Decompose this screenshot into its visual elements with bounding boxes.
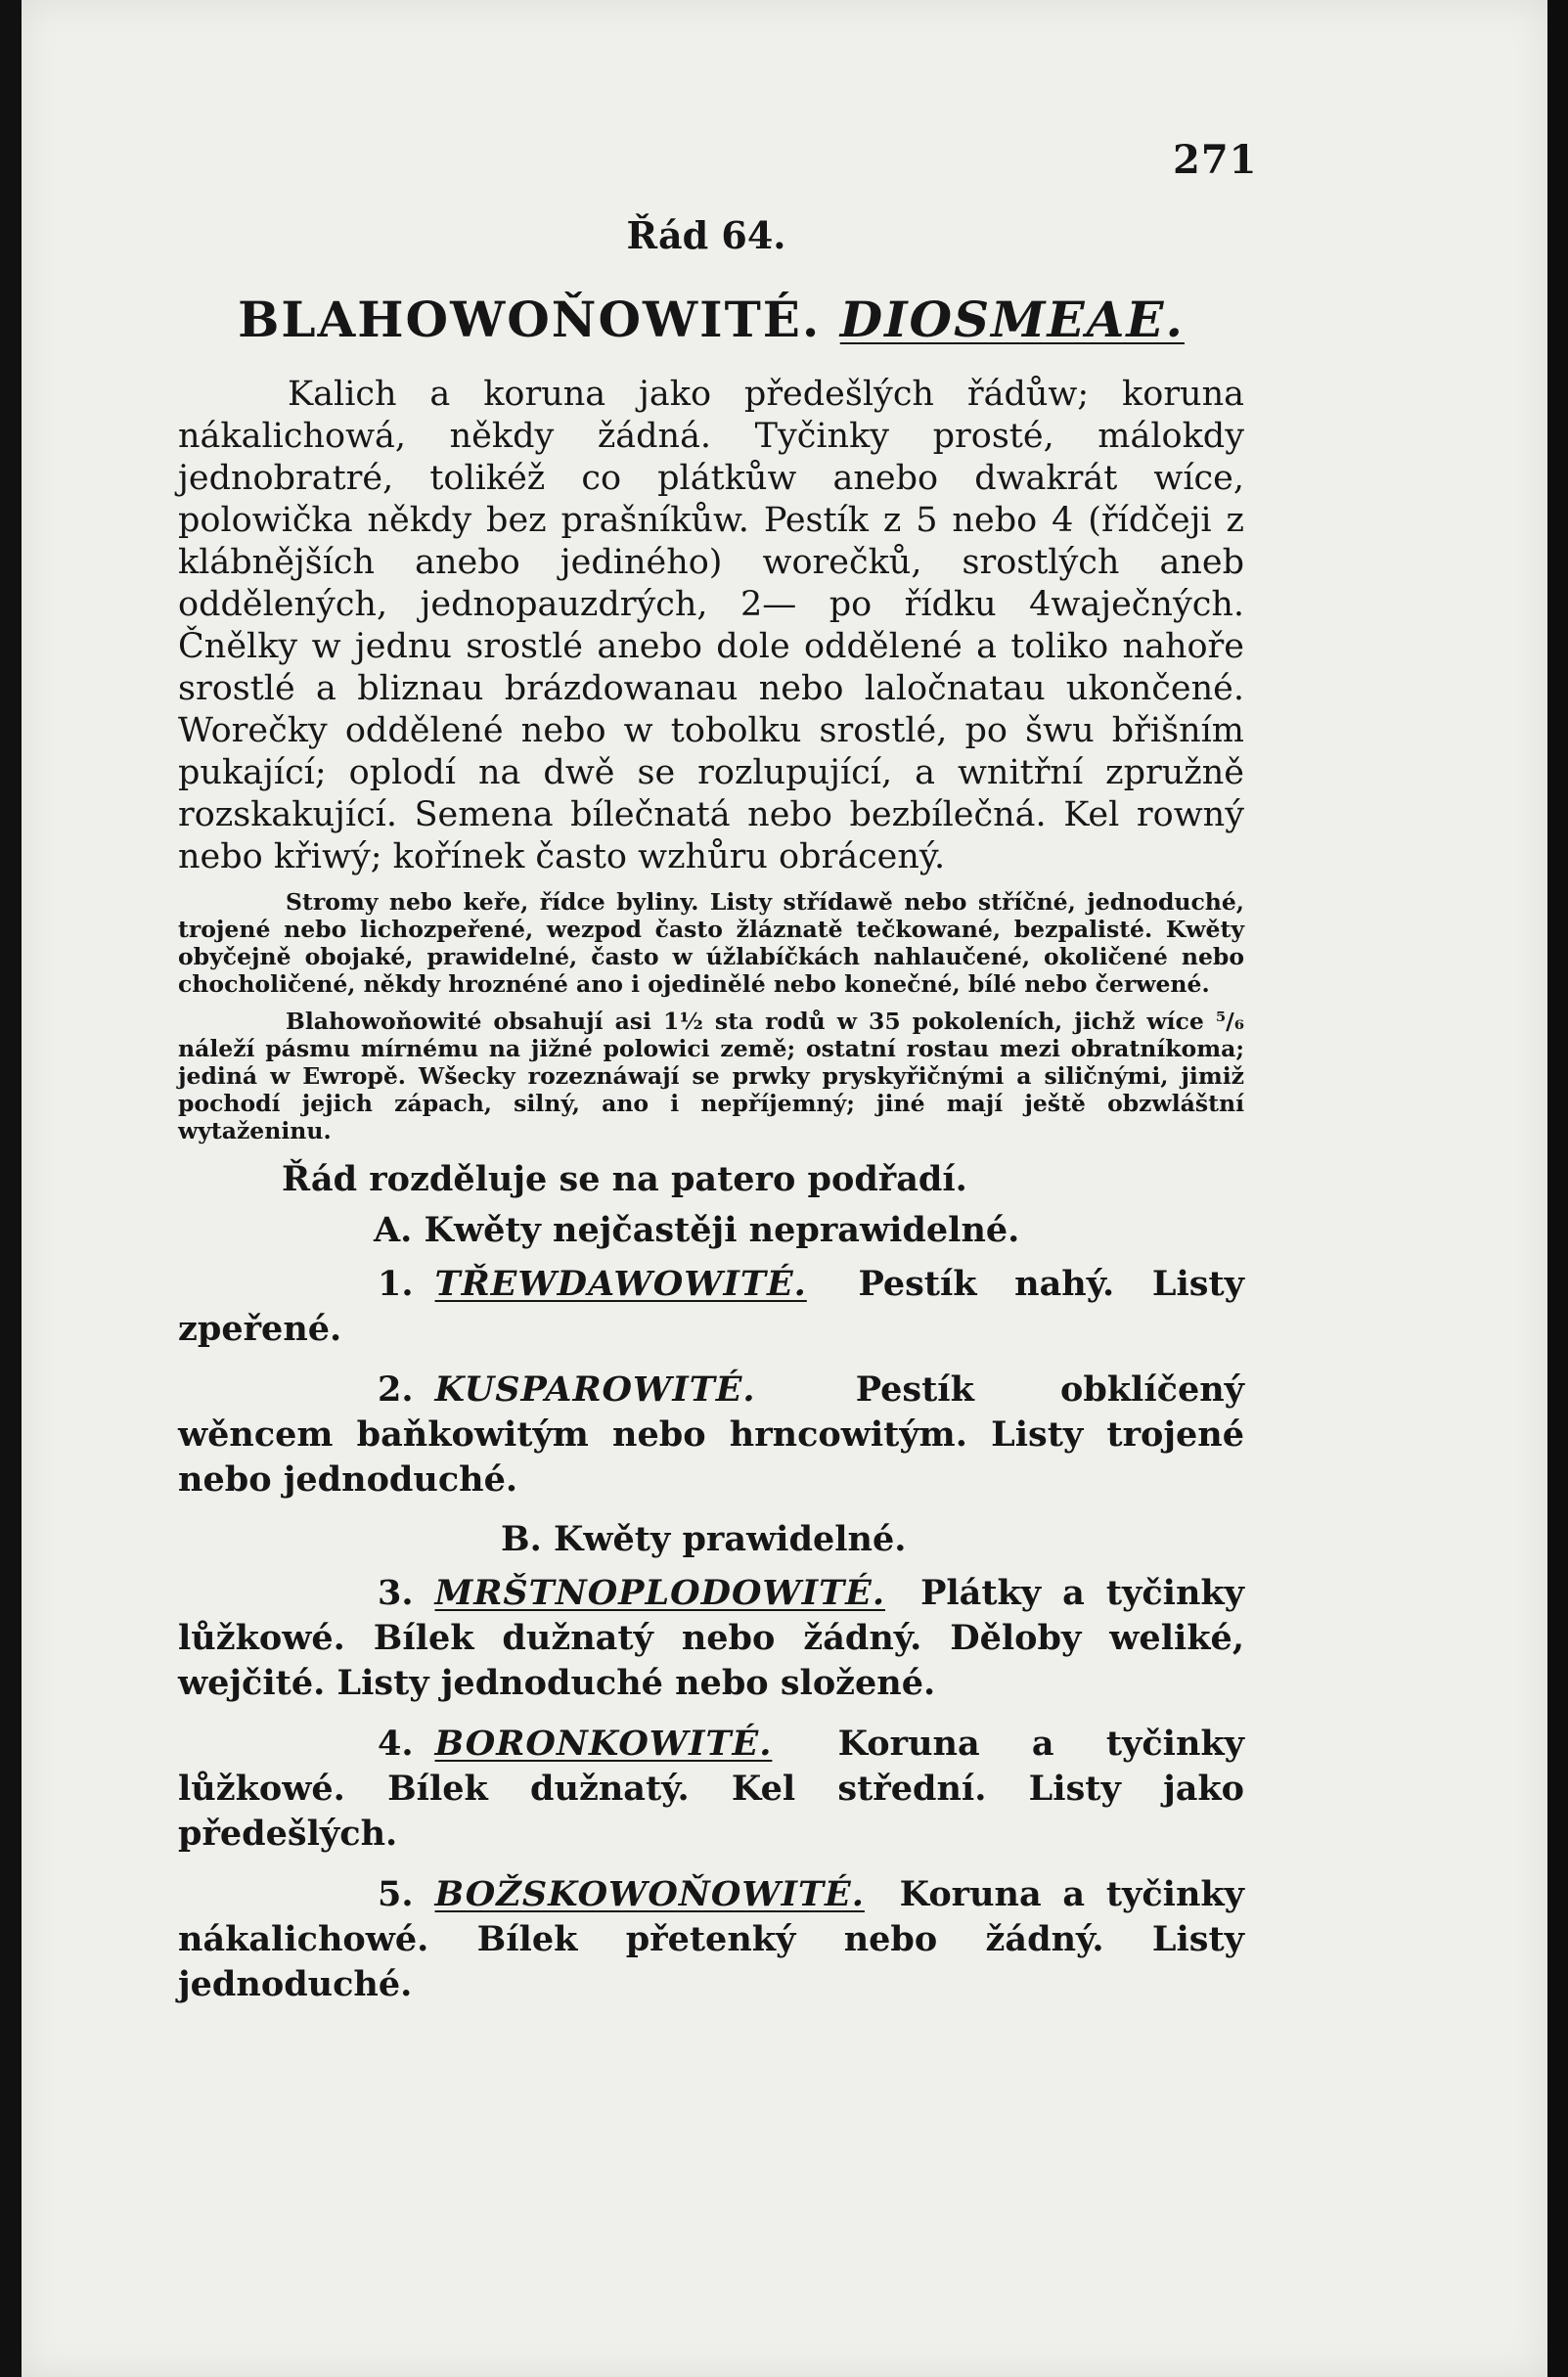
- scan-dark-edge: [1547, 0, 1568, 2377]
- suborder-item: [178, 1368, 1244, 1502]
- family-description: Kalich a koruna jako předešlých řádůw; koruna nákalichowá, někdy žádná. Tyčinky prosté, málokdy jednobratré, tolikéž co plátkůw anebo dwakrát wíce, polowička někdy bez prašníkůw. Pestík z 5 nebo 4 (řídčeji z klábnějších anebo jediného) worečků, srostlých aneb oddělených, jednopauzdrých, 2— po řídku 4waječných. Čnělky w jednu srostlé anebo dole oddělené a toliko nahoře srostlé a bliznau brázdowanau nebo laločnatau ukončené. Worečky oddělené nebo w tobolku srostlé, po šwu břišním pukající; oplodí na dwě se rozlupující, a wnitřní zpružně rozskakující. Semena bílečnatá nebo bezbílečná. Kel rowný nebo křiwý; kořínek často wzhůru obrácený.: [178, 375, 1244, 876]
- family-latin-name: DIOSMEAE.: [839, 291, 1185, 348]
- group-b-heading: B. Kwěty prawidelné.: [501, 1519, 907, 1559]
- suborder-number: 5.: [378, 1874, 414, 1914]
- suborder-name: MRŠTNOPLODOWITÉ.: [434, 1573, 886, 1613]
- group-a-heading: A. Kwěty nejčastěji neprawidelné.: [374, 1210, 1020, 1250]
- note-distribution: Blahowoňowité obsahují asi 1½ sta rodů w 35 pokoleních, jichž wíce ⁵/₆ náleží pásmu mírnému na jižné polowici země; ostatní rostau mezi obratníkoma; jediná w Ewropě. Wšecky rozeznáwají se prwky pryskyřičnými a siličnými, jimiž pochodí jejich zápach, silný, ano i nepříjemný; jiné mají ještě obzwláštní wytaženinu.: [178, 1008, 1244, 1144]
- suborder-text: Koruna a tyčinky nákalichowé. Bílek přetenký nebo žádný. Listy jednoduché.: [178, 1874, 1244, 2004]
- suborder-item: [178, 1722, 1244, 1857]
- suborder-number: 4.: [378, 1724, 414, 1764]
- suborder-number: 3.: [378, 1573, 414, 1613]
- suborder-name: BORONKOWITÉ.: [434, 1724, 773, 1764]
- suborder-item: [178, 1571, 1244, 1706]
- suborder-number: 1.: [378, 1264, 414, 1304]
- family-heading: [178, 291, 1244, 348]
- family-czech-name: BLAHOWOŇOWITÉ.: [238, 291, 822, 348]
- suborder-text: Pestík nahý. Listy zpeřené.: [178, 1264, 1244, 1349]
- suborder-text: Koruna a tyčinky lůžkowé. Bílek dužnatý. Kel střední. Listy jako předešlých.: [178, 1724, 1245, 1854]
- suborder-item: [178, 1262, 1244, 1352]
- suborder-name: BOŽSKOWOŇOWITÉ.: [434, 1874, 865, 1914]
- page-number: 271: [1173, 137, 1258, 183]
- page-content: [178, 213, 1244, 2023]
- book-page: [22, 0, 1547, 2377]
- suborder-item: [178, 1872, 1244, 2007]
- suborder-name: KUSPAROWITÉ.: [434, 1369, 756, 1410]
- division-intro: Řád rozděluje se na patero podřadí.: [282, 1159, 967, 1199]
- suborder-text: Plátky a tyčinky lůžkowé. Bílek dužnatý nebo žádný. Děloby weliké, wejčité. Listy jednoduché nebo složené.: [178, 1573, 1244, 1703]
- suborder-text: Pestík obklíčený wěncem baňkowitým nebo hrncowitým. Listy trojené nebo jednoduché.: [178, 1369, 1244, 1500]
- note-habit: Stromy nebo keře, řídce byliny. Listy střídawě nebo stříčné, jednoduché, trojené nebo lichozpeřené, wezpod často žláznatě tečkowané, bezpalisté. Kwěty obyčejně obojaké, prawidelné, často w úžlabíčkách nahlaučené, okoličené nebo chocholičené, někdy hroznéné ano i ojedinělé nebo konečné, bílé nebo čerwené.: [178, 888, 1244, 998]
- suborder-number: 2.: [378, 1369, 414, 1410]
- order-title: Řád 64.: [626, 213, 786, 257]
- suborder-name: TŘEWDAWOWITÉ.: [434, 1264, 807, 1304]
